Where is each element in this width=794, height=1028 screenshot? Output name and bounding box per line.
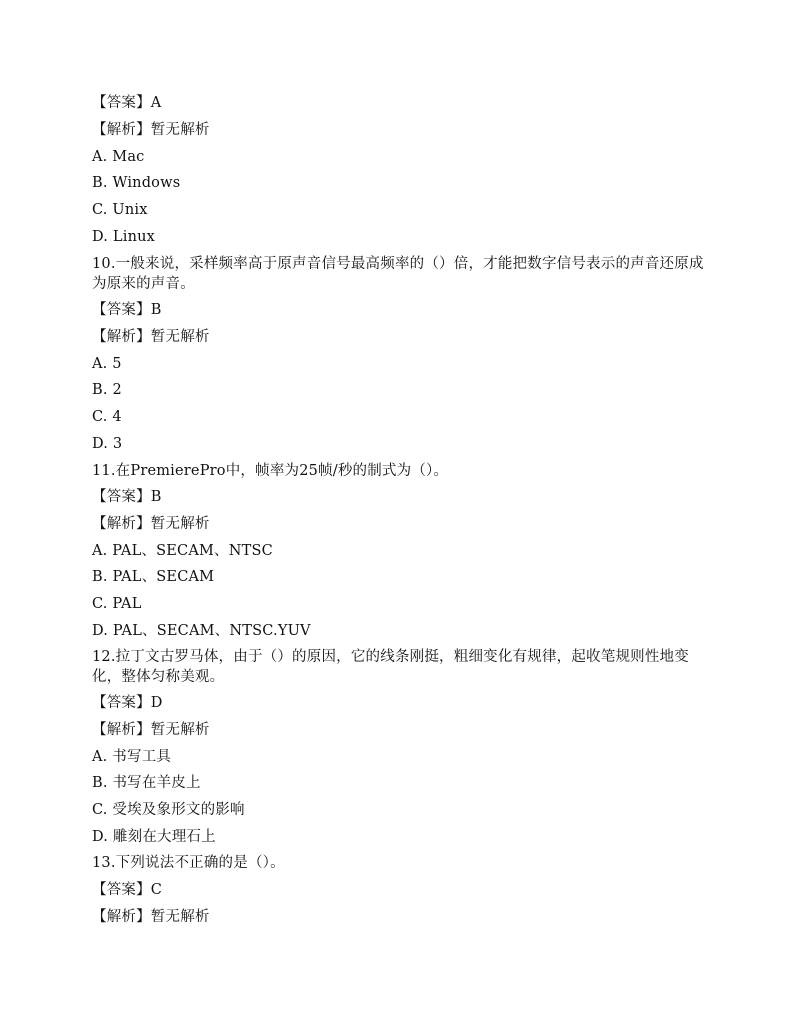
option-line: D. Linux (92, 229, 156, 245)
analysis-line: 【解析】暂无解析 (92, 122, 210, 138)
option-line: B. 2 (92, 382, 122, 398)
analysis-line: 【解析】暂无解析 (92, 516, 210, 532)
option-line: C. PAL (92, 596, 142, 612)
option-line: D. PAL、SECAM、NTSC.YUV (92, 623, 311, 639)
option-line: A. 书写工具 (92, 749, 172, 765)
option-line: D. 雕刻在大理石上 (92, 829, 216, 845)
analysis-line: 【解析】暂无解析 (92, 909, 210, 925)
answer-line: 【答案】B (92, 489, 162, 505)
option-line: C. Unix (92, 202, 148, 218)
option-line: B. Windows (92, 175, 181, 191)
answer-line: 【答案】A (92, 95, 162, 111)
analysis-line: 【解析】暂无解析 (92, 329, 210, 345)
analysis-line: 【解析】暂无解析 (92, 722, 210, 738)
question-line: 11.在PremierePro中，帧率为25帧/秒的制式为（）。 (92, 463, 449, 479)
question-line: 10.一般来说，采样频率高于原声音信号最高频率的（）倍，才能把数字信号表示的声音还原成为原来的声音。 (92, 256, 704, 292)
answer-line: 【答案】D (92, 695, 163, 711)
question-line: 13.下列说法不正确的是（）。 (92, 855, 285, 871)
option-line: B. 书写在羊皮上 (92, 775, 201, 791)
option-line: C. 4 (92, 409, 122, 425)
option-line: A. Mac (92, 149, 145, 165)
question-line: 12.拉丁文古罗马体，由于（）的原因，它的线条刚挺，粗细变化有规律，起收笔规则性地变化，整体匀称美观。 (92, 649, 689, 685)
option-line: B. PAL、SECAM (92, 569, 215, 585)
option-line: D. 3 (92, 436, 123, 452)
option-line: C. 受埃及象形文的影响 (92, 802, 245, 818)
option-line: A. 5 (92, 356, 122, 372)
answer-line: 【答案】C (92, 882, 163, 898)
answer-line: 【答案】B (92, 302, 162, 318)
option-line: A. PAL、SECAM、NTSC (92, 543, 273, 559)
